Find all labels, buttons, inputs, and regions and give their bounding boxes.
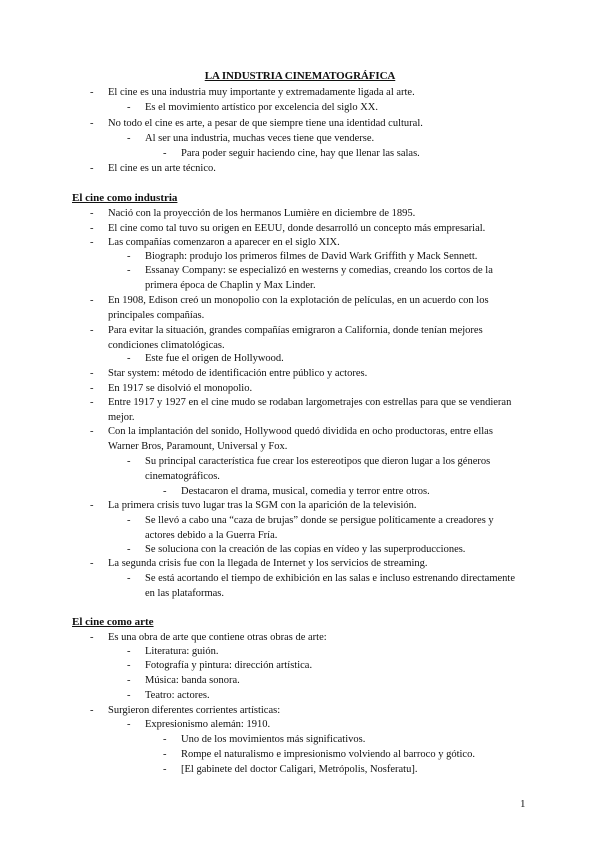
list-item: - No todo el cine es arte, a pesar de que siempre tiene una identidad cultural. <box>90 118 423 129</box>
list-item: - Nació con la proyección de los hermanos Lumière en diciembre de 1895. <box>90 208 416 219</box>
list-item: - Fotografía y pintura: dirección artística. <box>127 660 313 671</box>
list-item: - Música: banda sonora. <box>127 675 240 686</box>
list-item: - Destacaron el drama, musical, comedia y terror entre otros. <box>163 486 430 497</box>
list-item: - Se llevó a cabo una “caza de brujas” donde se persigue políticamente a creadores y actores debido a la Guerra Fría. <box>127 515 494 541</box>
list-item: - Rompe el naturalismo e impresionismo volviendo al barroco y gótico. <box>163 749 475 760</box>
section-heading-industria: El cine como industria <box>72 192 178 204</box>
document-title: LA INDUSTRIA CINEMATOGRÁFICA <box>204 70 396 82</box>
list-item: - Entre 1917 y 1927 en el cine mudo se rodaban largometrajes con estrellas para que se vendieran mejor. <box>90 397 512 423</box>
list-item: - Para poder seguir haciendo cine, hay que llenar las salas. <box>163 148 420 159</box>
list-item: - Literatura: guión. <box>127 646 219 657</box>
list-item: - Expresionismo alemán: 1910. <box>127 719 271 730</box>
list-item: - La primera crisis tuvo lugar tras la SGM con la aparición de la televisión. <box>90 500 417 511</box>
list-item: - Biograph: produjo los primeros filmes de David Wark Griffith y Mack Sennett. <box>127 251 478 262</box>
list-item: - Star system: método de identificación entre público y actores. <box>90 368 368 379</box>
list-item: - El cine es una industria muy importante y extremadamente ligada al arte. <box>90 87 415 98</box>
list-item: - Este fue el origen de Hollywood. <box>127 353 284 364</box>
list-item: - Se soluciona con la creación de las copias en vídeo y las superproducciones. <box>127 544 466 555</box>
page-number: 1 <box>520 798 526 810</box>
list-item: - Las compañías comenzaron a aparecer en el siglo XIX. <box>90 237 340 248</box>
list-item: - El cine es un arte técnico. <box>90 163 216 174</box>
list-item: - Con la implantación del sonido, Hollywood quedó dividida en ocho productoras, entre ellas Warner Bros, Paramount, Universal y Fox. <box>90 426 493 452</box>
list-item: - En 1917 se disolvió el monopolio. <box>90 383 253 394</box>
list-item: - Es el movimiento artístico por excelencia del siglo XX. <box>127 102 378 113</box>
list-item: - Uno de los movimientos más significativos. <box>163 734 366 745</box>
list-item: - [El gabinete del doctor Caligari, Metrópolis, Nosferatu]. <box>163 764 418 775</box>
list-item: - Al ser una industria, muchas veces tiene que venderse. <box>127 133 375 144</box>
section-heading-arte: El cine como arte <box>72 616 154 628</box>
list-item: - Es una obra de arte que contiene otras obras de arte: <box>90 632 327 643</box>
list-item: - Essanay Company: se especializó en westerns y comedias, creando los cortos de la primera época de Chaplin y Max Linder. <box>127 265 493 291</box>
list-item: - Se está acortando el tiempo de exhibición en las salas e incluso estrenando directamente en las plataformas. <box>127 573 515 599</box>
list-item: - Teatro: actores. <box>127 690 210 701</box>
list-item: - Surgieron diferentes corrientes artísticas: <box>90 705 281 716</box>
list-item: - La segunda crisis fue con la llegada de Internet y los servicios de streaming. <box>90 558 428 569</box>
list-item: - Su principal característica fue crear los estereotipos que dieron lugar a los géneros cinematográficos. <box>127 456 491 482</box>
list-item: - En 1908, Edison creó un monopolio con la explotación de películas, en un acuerdo con los principales compañías. <box>90 295 489 321</box>
list-item: - El cine como tal tuvo su origen en EEUU, donde desarrolló un concepto más empresarial. <box>90 223 486 234</box>
list-item: - Para evitar la situación, grandes compañías emigraron a California, donde tenían mejores condiciones climatológicas. <box>90 325 483 351</box>
